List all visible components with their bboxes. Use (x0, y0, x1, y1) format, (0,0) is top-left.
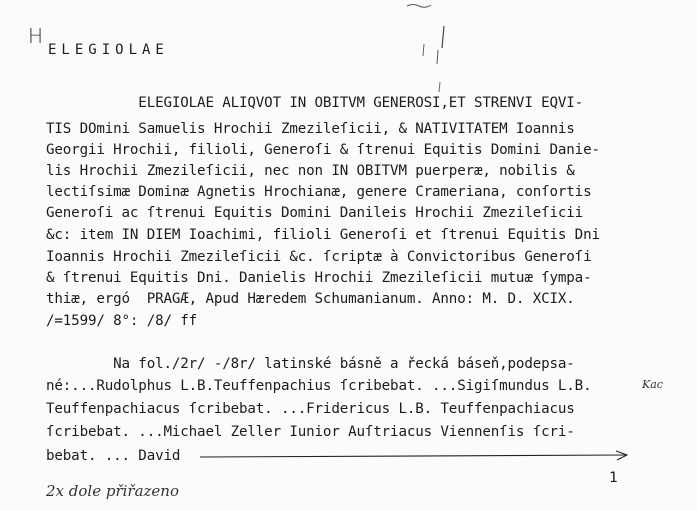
record-line: lis Hrochii Zmezileſicii, nec non IN OBITVM puerperæ, nobilis & (46, 163, 575, 179)
page-number: 1 (609, 470, 618, 486)
record-line: /=1599/ 8°: /8/ ff (46, 313, 198, 329)
handwritten-correction: Kac (642, 378, 663, 391)
continuation-arrow-icon (196, 449, 636, 463)
note-line: ſcribebat. ...Michael Zeller Iunior Auſtriacus Viennenſis ſcri- (46, 424, 575, 440)
record-line: &c: item IN DIEM Ioachimi, filioli Generoſi et ſtrenui Equitis Dni (46, 227, 600, 243)
record-line: TIS DOmini Samuelis Hrochii Zmezileſicii, & NATIVITATEM Ioannis (46, 121, 575, 137)
card-heading: ELEGIOLAE (48, 42, 169, 58)
note-line: Na fol./2r/ -/8r/ latinské básně a řecká báseň,podepsa- (46, 356, 575, 372)
record-line: & ſtrenui Equitis Dni. Danielis Hrochii Zmezileſicii mutuæ ſympa- (46, 270, 592, 286)
record-line: ELEGIOLAE ALIQVOT IN OBITVM GENEROSI,ET STRENVI EQVI- (46, 95, 584, 111)
note-line: né:...Rudolphus L.B.Teuffenpachius ſcribebat. ...Sigiſmundus L.B. (46, 378, 592, 394)
handwritten-note: 2x dole přiřazeno (46, 482, 180, 500)
note-line: Teuffenpachiacus ſcribebat. ...Fridericus L.B. Teuffenpachiacus (46, 401, 575, 417)
record-line: lectiſsimæ Dominæ Agnetis Hrochianæ, genere Crameriana, conſortis (46, 184, 592, 200)
note-line: bebat. ... David (46, 448, 181, 464)
record-line: Georgii Hrochii, filioli, Generoſi & ſtrenui Equitis Domini Danie- (46, 142, 600, 158)
record-line: Generoſi ac ſtrenui Equitis Domini Danileis Hrochii Zmezileſicii (46, 205, 584, 221)
record-line: Ioannis Hrochii Zmezileſicii &c. ſcriptæ à Convictoribus Generoſi (46, 249, 592, 265)
handwritten-mark: H (28, 24, 44, 48)
record-line: thiæ, ergó PRAGÆ, Apud Hæredem Schumanianum. Anno: M. D. XCIX. (46, 291, 575, 307)
